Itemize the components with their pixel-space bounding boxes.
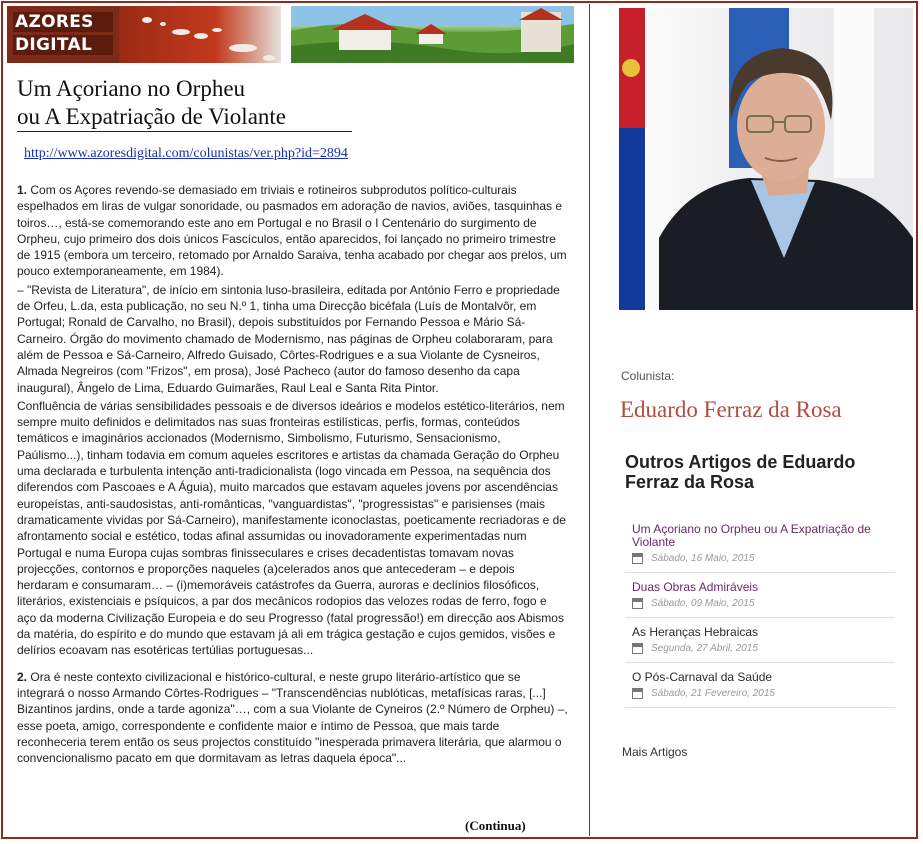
section-number-1: 1. — [17, 183, 28, 197]
calendar-icon — [632, 643, 643, 654]
article-link-title[interactable]: As Heranças Hebraicas — [632, 625, 759, 639]
section-number-2: 2. — [17, 669, 28, 684]
columnist-portrait-illustration — [619, 8, 913, 310]
article-date-text: Sábado, 21 Fevereiro, 2015 — [651, 688, 775, 699]
islands-map-graphic — [119, 6, 281, 63]
article-link-title[interactable]: Um Açoriano no Orpheu ou A Expatriação de Violante — [632, 522, 871, 549]
paragraph-1 — [17, 182, 569, 280]
continue-label: (Continua) — [465, 818, 526, 833]
other-articles-list — [625, 515, 895, 708]
paragraph-4 — [17, 669, 569, 767]
landscape-photo — [291, 6, 574, 63]
columnist-photo — [619, 8, 913, 310]
site-logo[interactable] — [7, 6, 119, 63]
article-date-text: Sábado, 16 Maio, 2015 — [651, 553, 755, 564]
article-date-text: Segunda, 27 Abril, 2015 — [651, 643, 758, 654]
article-date — [632, 553, 895, 564]
list-item[interactable] — [625, 515, 895, 573]
article-title — [17, 75, 437, 132]
list-item[interactable] — [625, 618, 895, 663]
article-title-line1: Um Açoriano no Orpheu — [17, 76, 246, 101]
more-articles-link[interactable]: Mais Artigos — [622, 745, 688, 759]
article-date — [632, 688, 895, 699]
article-link-title[interactable]: Duas Obras Admiráveis — [632, 580, 759, 594]
list-item[interactable] — [625, 663, 895, 708]
columnist-label: Colunista: — [621, 369, 675, 383]
article-body — [17, 182, 569, 768]
list-item[interactable] — [625, 573, 895, 618]
article-url-link[interactable]: http://www.azoresdigital.com/colunistas/ver.php?id=2894 — [24, 146, 348, 161]
logo-line1: AZORES — [13, 12, 113, 32]
landscape-illustration — [291, 6, 574, 63]
islands-map-icon — [119, 6, 281, 63]
paragraph-2: – "Revista de Literatura", de início em sintonia luso-brasileira, editada por António Ferro e propriedade de Orfeu, L.da, esta publicação, no seu N.º 1, tinha uma Direcção bicéfala (Luís de Montalvôr, em Portugal; Ronald de Carvalho, no Brasil), depois substituídos por Fernando Pessoa e Mário Sá-Carneiro. Órgão do movimento chamado de Modernismo, nas páginas de Orpheu colaboraram, para além de Pessoa e Sá-Carneiro, Alfredo Guisado, Côrtes-Rodrigues e a sua Violante de Cysneiros, Almada Negreiros (com "Frizos", em prosa), José Pacheco (autor do famoso desenho da capa inaugural), Ângelo de Lima, Eduardo Guimarães, Raul Leal e Santa Rita Pintor. — [17, 282, 560, 395]
column-divider — [589, 4, 590, 836]
calendar-icon — [632, 553, 643, 564]
paragraph-1-text: Com os Açores revendo-se demasiado em triviais e rotineiros subprodutos político-culturais espelhados em liras de vulgar sonoridade, ou pasmados em adoração de navios, aviões, tasquinhas e toiros…, está-se comemorando este ano em Portugal e no Brasil o I Centenário do surgimento de Orpheu, cujo primeiro dos dois únicos Fascículos, então aparecidos, foi lançado no primeiro trimestre de 1915 (embora um terceiro, retomado por Arnaldo Saraiva, tenha acabado por chegar aos prelos, um pouco extemporaneamente, em 1984). — [17, 183, 567, 279]
other-articles-heading: Outros Artigos de Eduardo Ferraz da Rosa — [625, 452, 856, 492]
paragraph-3: Confluência de várias sensibilidades pessoais e de diversos ideários e modelos estético-literários, nem sempre muito definidos e delimitados nas suas fronteiras estilísticas, perfis, formas, conteúdos temáticos e imaginários accionados (Modernismo, Simbolismo, Futurismo, Sensacionismo, Paúlismo...), tinham todavia em comum aqueles escritores e artistas da chamada Geração do Orpheu uma declarada e turbulenta intenção anti-tradicionalista (logo vincada em Pessoa, na sequência dos diferendos com Pascoaes e A Águia), muito marcados que estavam aqueles jovens por ascendências europeístas, anti-saudosistas, anti-românticas, "vanguardistas", "progressistas" e parisienses (mais dramaticamente vividas por Sá-Carneiro), manifestamente iconoclastas, poeticamente recriadoras e de afrontamento social e estético, todas afinal assumidas ou inovadoramente experimentadas num Portugal e numa Europa cujas sombras finisseculares e crises decadentistas tomavam novas projecções, contornos e proporções naqueles (a)celerados anos que antecederam – e depois herdaram e consumaram… – (i)memoráveis catástrofes da Guerra, auroras e declínios filosóficos, literários, existenciais e psíquicos, a par dos mecânicos rodopios das velozes rodas de ferro, fogo e aço da moderna Civilização Europeia e do seu Progresso (fatal progressão!) em direcção aos Abismos da matéria, do espírito e do mundo que estavam já ali em trágica gestação e cujos gemidos, visões e delírios ecoavam nas esotéricas tertúlias portuguesas... — [17, 398, 566, 658]
columnist-name[interactable]: Eduardo Ferraz da Rosa — [620, 397, 842, 422]
site-banner[interactable] — [7, 6, 574, 63]
calendar-icon — [632, 688, 643, 699]
article-date — [632, 643, 895, 654]
article-date-text: Sábado, 09 Maio, 2015 — [651, 598, 755, 609]
logo-line2: DIGITAL — [13, 35, 113, 55]
article-date — [632, 598, 895, 609]
paragraph-4-text: Ora é neste contexto civilizacional e histórico-cultural, e neste grupo literário-artístico que se integrará o nosso Armando Côrtes-Rodrigues – "Transcendências nublóticas, metafísicas raras, [...] Bizantinos jardins, onde a tarde agoniza"…, com a sua Violante de Cyneiros (2.º Número de Orpheu) –, esse poeta, amigo, correspondente e confidente maior e íntimo de Pessoa, que mais tarde reconheceria terem então os seus projectos constituído "inesperada primavera literária, que alarmou o convencionalismo pacato em que dormitavam as letras daquela época"... — [17, 669, 568, 766]
calendar-icon — [632, 598, 643, 609]
article-title-line2: ou A Expatriação de Violante — [17, 103, 352, 132]
article-link-title[interactable]: O Pós-Carnaval da Saúde — [632, 670, 773, 684]
